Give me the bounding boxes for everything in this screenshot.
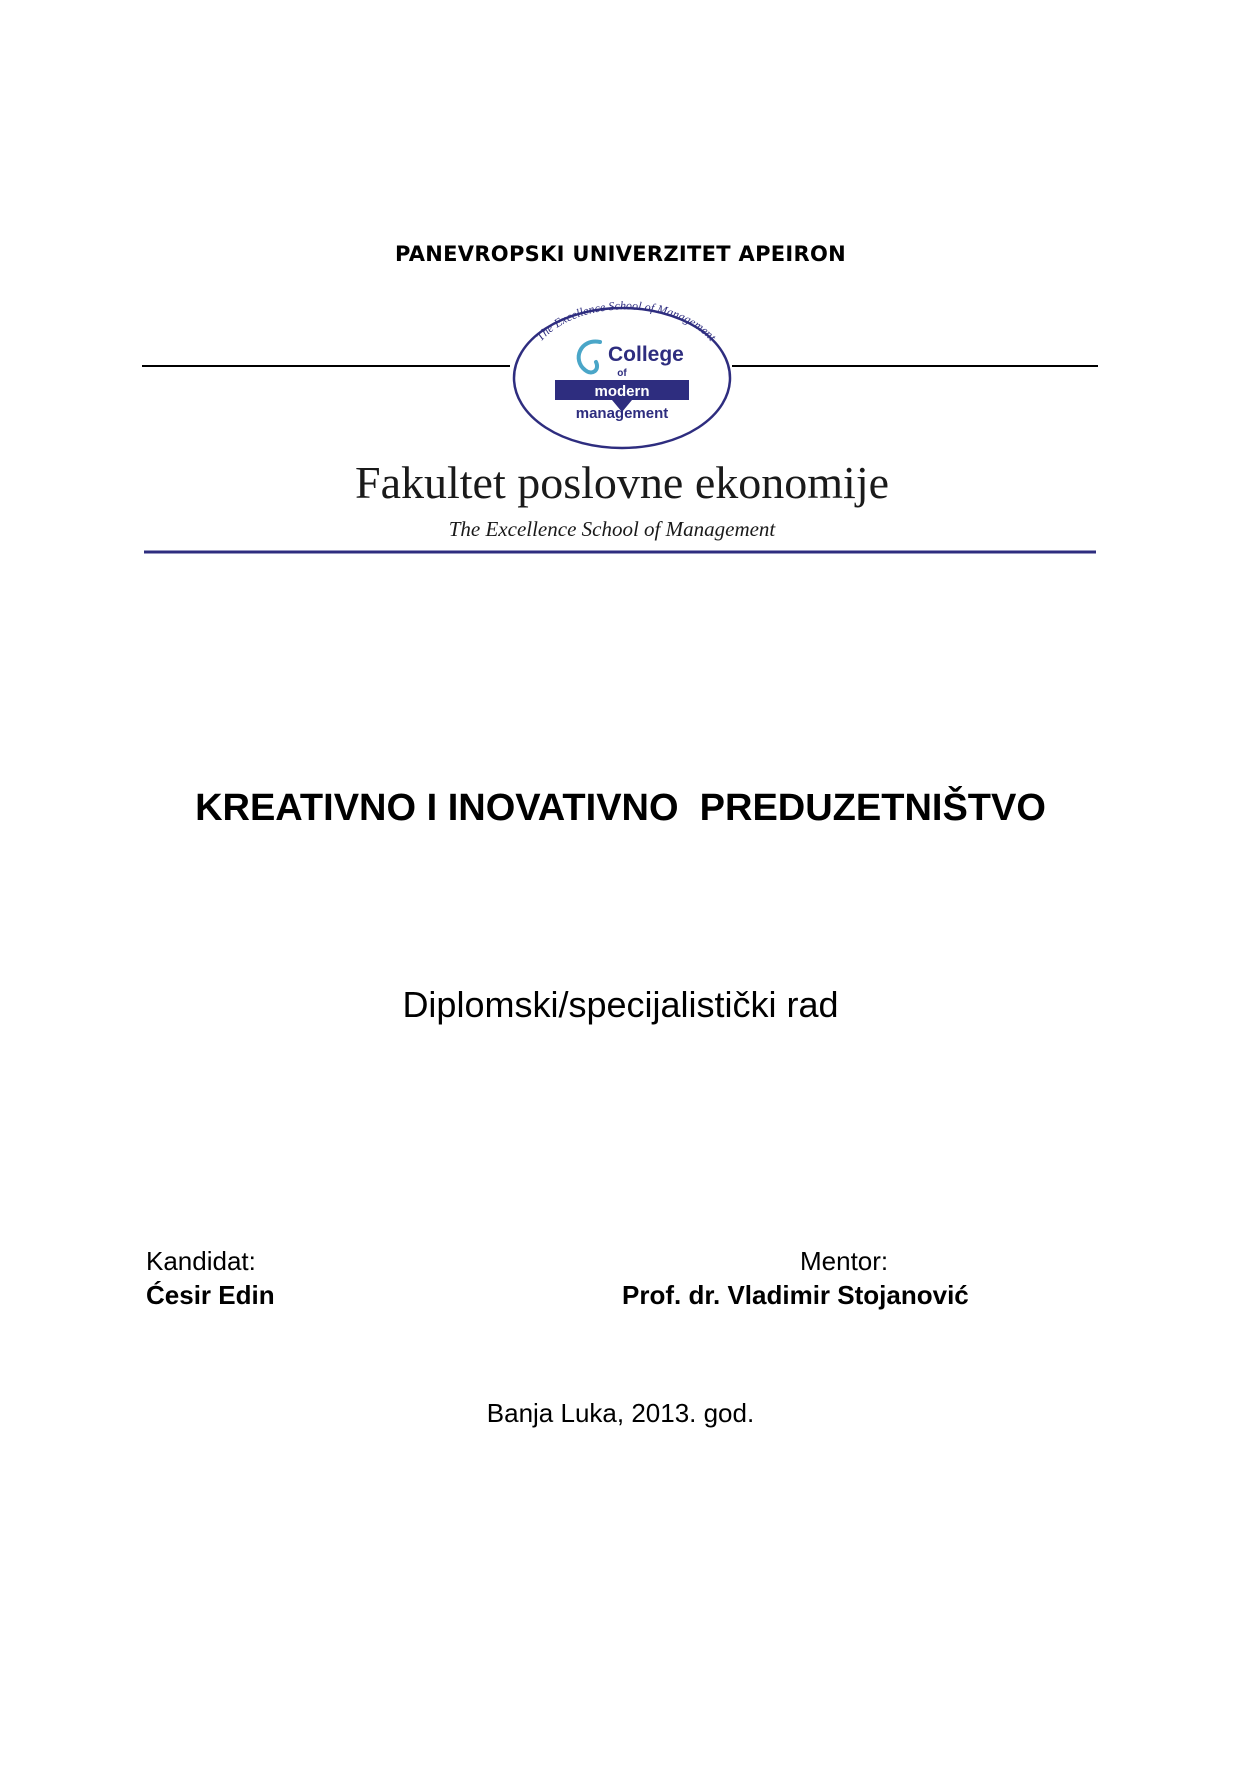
faculty-tagline: The Excellence School of Management: [448, 517, 776, 541]
mentor-name: Prof. dr. Vladimir Stojanović: [622, 1280, 969, 1310]
faculty-logo: [0, 300, 1241, 570]
mentor-label: Mentor:: [800, 1246, 889, 1276]
candidate-label: Kandidat:: [146, 1246, 256, 1276]
thesis-type: Diplomski/specijalistički rad: [402, 984, 839, 1025]
university-name: PANEVROPSKI UNIVERZITET APEIRON: [394, 242, 847, 266]
faculty-name: Fakultet poslovne ekonomije: [354, 457, 890, 508]
thesis-title: KREATIVNO I INOVATIVNO PREDUZETNIŠTVO: [195, 787, 1046, 829]
emblem-arc-text: The Excellence School of Management: [532, 300, 720, 344]
emblem-modern-text: modern: [594, 383, 650, 400]
emblem-college-text: College: [608, 343, 684, 366]
emblem-of-text: of: [617, 368, 627, 379]
candidate-name: Ćesir Edin: [146, 1280, 275, 1310]
place-date: Banja Luka, 2013. god.: [486, 1398, 755, 1428]
emblem-management-text: management: [575, 405, 669, 422]
